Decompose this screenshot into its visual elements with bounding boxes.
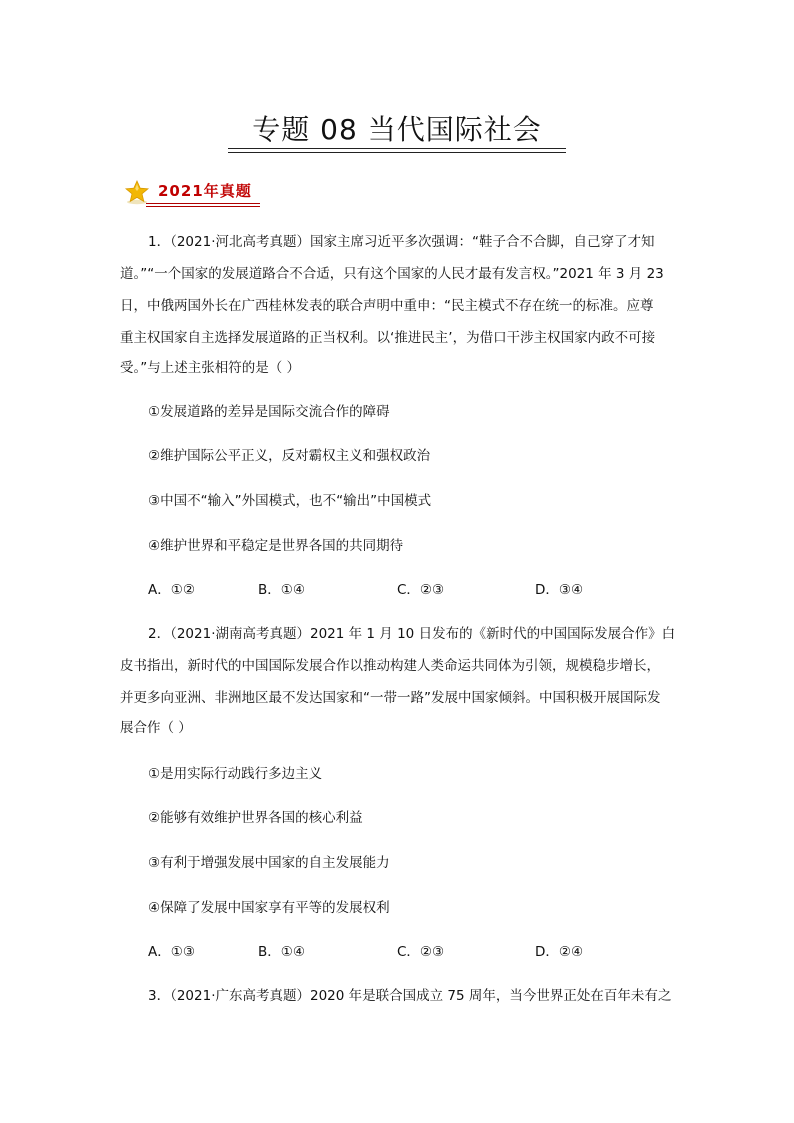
question-1-option-1: ①发展道路的差异是国际交流合作的障碍 xyxy=(148,404,390,420)
question-1-line-2: 道。”“一个国家的发展道路合不合适，只有这个国家的人民才最有发言权。”2021 年 3 月 23 xyxy=(120,266,664,282)
choice-d: D．③④ xyxy=(535,582,584,598)
section-header xyxy=(124,176,260,208)
question-1-line-3: 日，中俄两国外长在广西桂林发表的联合声明中重申：“民主模式不存在统一的标准。应尊 xyxy=(120,298,654,314)
question-1-option-4: ④维护世界和平稳定是世界各国的共同期待 xyxy=(148,538,404,554)
choice-c: C．②③ xyxy=(397,944,445,960)
question-2-option-4: ④保障了发展中国家享有平等的发展权利 xyxy=(148,900,390,916)
question-2-line-3: 并更多向亚洲、非洲地区最不发达国家和“一带一路”发展中国家倾斜。中国积极开展国际发 xyxy=(120,690,661,706)
title-underline-double xyxy=(228,152,566,153)
question-1-line-1: 1．（2021·河北高考真题）国家主席习近平多次强调：“鞋子合不合脚，自己穿了才知 xyxy=(148,234,655,250)
question-1-line-4: 重主权国家自主选择发展道路的正当权利。以‘推进民主’，为借口干涉主权国家内政不可接 xyxy=(120,330,656,346)
question-1-option-3: ③中国不“输入”外国模式，也不“输出”中国模式 xyxy=(148,493,432,509)
question-3-line-1: 3．（2021·广东高考真题）2020 年是联合国成立 75 周年，当今世界正处在百年未有之 xyxy=(148,988,672,1004)
question-1-choices xyxy=(148,580,680,600)
question-1-option-2: ②维护国际公平正义，反对霸权主义和强权政治 xyxy=(148,448,431,464)
question-2-line-1: 2．（2021·湖南高考真题）2021 年 1 月 10 日发布的《新时代的中国国际发展合作》白 xyxy=(148,626,676,642)
choice-d: D．②④ xyxy=(535,944,584,960)
choice-c: C．②③ xyxy=(397,582,445,598)
page-title: 专题 08 当代国际社会 xyxy=(252,113,542,146)
section-label: 2021年真题 xyxy=(158,182,252,200)
choice-a: A．①③ xyxy=(148,944,195,960)
question-2-line-4: 展合作（ ） xyxy=(120,720,192,736)
question-2-option-2: ②能够有效维护世界各国的核心利益 xyxy=(148,810,363,826)
choice-b: B．①④ xyxy=(258,582,305,598)
question-2-option-1: ①是用实际行动践行多边主义 xyxy=(148,766,323,782)
question-2-line-2: 皮书指出，新时代的中国国际发展合作以推动构建人类命运共同体为引领，规模稳步增长， xyxy=(120,658,660,674)
title-block xyxy=(228,112,566,148)
question-2-option-3: ③有利于增强发展中国家的自主发展能力 xyxy=(148,855,390,871)
choice-b: B．①④ xyxy=(258,944,305,960)
question-2-choices xyxy=(148,942,680,962)
choice-a: A．①② xyxy=(148,582,195,598)
title-underline xyxy=(228,148,566,149)
section-underline xyxy=(146,203,260,204)
section-underline-double xyxy=(146,206,260,207)
question-1-line-5: 受。”与上述主张相符的是（ ） xyxy=(120,360,301,376)
star-icon xyxy=(124,179,150,205)
